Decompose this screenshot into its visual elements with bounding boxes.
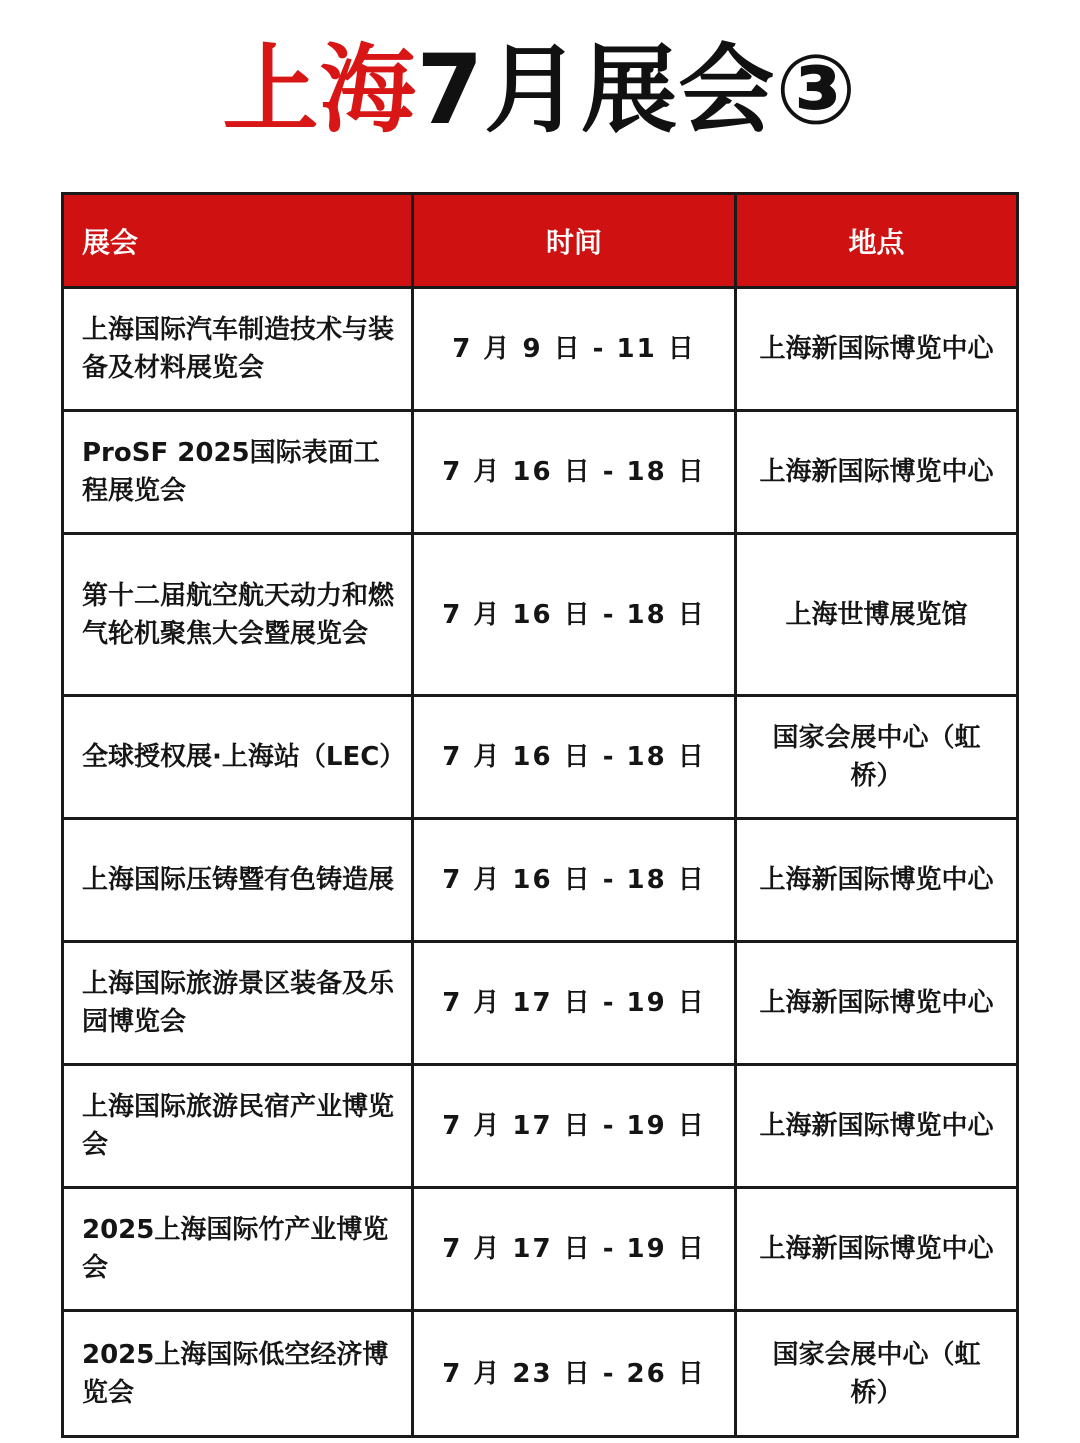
table-row — [64, 697, 1019, 820]
exhibition-name: 上海国际旅游景区装备及乐园博览会 — [64, 943, 414, 1066]
table-row — [64, 1066, 1019, 1189]
exhibition-date: 7 月 16 日 - 18 日 — [414, 412, 737, 535]
exhibition-name: 上海国际旅游民宿产业博览会 — [64, 1066, 414, 1189]
table-header-row — [64, 195, 1019, 289]
exhibition-table — [61, 192, 1019, 1438]
exhibition-date: 7 月 16 日 - 18 日 — [414, 697, 737, 820]
exhibition-date: 7 月 17 日 - 19 日 — [414, 943, 737, 1066]
exhibition-venue: 上海新国际博览中心 — [737, 820, 1019, 943]
exhibition-name: 2025上海国际竹产业博览会 — [64, 1189, 414, 1312]
exhibition-venue: 上海新国际博览中心 — [737, 943, 1019, 1066]
table-row — [64, 412, 1019, 535]
exhibition-venue: 上海世博展览馆 — [737, 535, 1019, 697]
exhibition-date: 7 月 16 日 - 18 日 — [414, 820, 737, 943]
exhibition-venue: 上海新国际博览中心 — [737, 1066, 1019, 1189]
exhibition-date: 7 月 17 日 - 19 日 — [414, 1189, 737, 1312]
header-venue: 地点 — [737, 195, 1019, 289]
exhibition-name: 全球授权展·上海站（LEC） — [64, 697, 414, 820]
exhibition-name: 上海国际汽车制造技术与装备及材料展览会 — [64, 289, 414, 412]
exhibition-venue: 国家会展中心（虹桥） — [737, 1312, 1019, 1438]
exhibition-date: 7 月 16 日 - 18 日 — [414, 535, 737, 697]
exhibition-name: 2025上海国际低空经济博览会 — [64, 1312, 414, 1438]
exhibition-date: 7 月 23 日 - 26 日 — [414, 1312, 737, 1438]
table-row — [64, 820, 1019, 943]
exhibition-name: 第十二届航空航天动力和燃气轮机聚焦大会暨展览会 — [64, 535, 414, 697]
header-time: 时间 — [414, 195, 737, 289]
title-red-part: 上海 — [222, 34, 417, 146]
exhibition-venue: 国家会展中心（虹桥） — [737, 697, 1019, 820]
exhibition-name: ProSF 2025国际表面工程展览会 — [64, 412, 414, 535]
title-black-part: 7月展会③ — [416, 34, 858, 146]
table-row — [64, 1312, 1019, 1438]
table-row — [64, 1189, 1019, 1312]
table-row — [64, 943, 1019, 1066]
exhibition-date: 7 月 17 日 - 19 日 — [414, 1066, 737, 1189]
exhibition-venue: 上海新国际博览中心 — [737, 289, 1019, 412]
exhibition-date: 7 月 9 日 - 11 日 — [414, 289, 737, 412]
exhibition-name: 上海国际压铸暨有色铸造展 — [64, 820, 414, 943]
exhibition-venue: 上海新国际博览中心 — [737, 412, 1019, 535]
table-row — [64, 289, 1019, 412]
table-row — [64, 535, 1019, 697]
exhibition-venue: 上海新国际博览中心 — [737, 1189, 1019, 1312]
header-exhibition: 展会 — [64, 195, 414, 289]
page-title — [0, 30, 1080, 150]
